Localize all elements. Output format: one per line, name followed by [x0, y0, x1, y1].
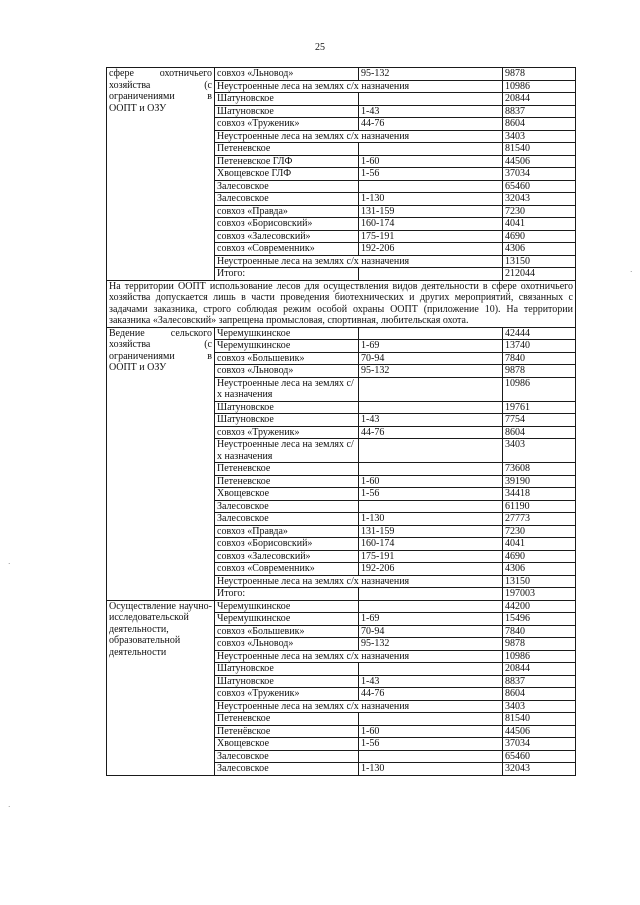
quarter-range-cell: 131-159	[359, 525, 503, 538]
forestry-name-cell: Неустроенные леса на землях с/х назначения	[215, 575, 503, 588]
forestry-name-cell: совхоз «Льновод»	[215, 638, 359, 651]
area-value-cell: 4690	[503, 230, 576, 243]
forestry-name-cell: совхоз «Труженик»	[215, 688, 359, 701]
hunting-restriction-note: На территории ООПТ использование лесов для осуществления видов деятельности в сфере охотничьего хозяйства допускается лишь в части проведения биотехнических и других мероприятий, связанных с задачами заказника, строго соблюдая режим особой охраны ООПТ (приложение 10). На территории заказника «Залесовский» запрещена промысловая, спортивная, любительская охота.	[107, 280, 576, 327]
forestry-name-cell: Неустроенные леса на землях с/х назначения	[215, 377, 359, 401]
quarter-range-cell: 175-191	[359, 550, 503, 563]
forestry-name-cell: Петенёвское	[215, 725, 359, 738]
area-value-cell: 8837	[503, 105, 576, 118]
area-value-cell: 9878	[503, 638, 576, 651]
area-value-cell: 15496	[503, 613, 576, 626]
quarter-range-cell: 1-60	[359, 155, 503, 168]
area-value-cell: 4306	[503, 243, 576, 256]
quarter-range-cell	[359, 600, 503, 613]
area-value-cell: 4690	[503, 550, 576, 563]
area-value-cell: 61190	[503, 500, 576, 513]
area-value-cell: 212044	[503, 268, 576, 281]
forest-use-table	[106, 67, 576, 776]
quarter-range-cell	[359, 401, 503, 414]
forestry-name-cell: Итого:	[215, 268, 359, 281]
area-value-cell: 19761	[503, 401, 576, 414]
area-value-cell: 32043	[503, 763, 576, 776]
quarter-range-cell: 1-69	[359, 613, 503, 626]
area-value-cell: 10986	[503, 80, 576, 93]
activity-category-cell: Ведение сельского хозяйства (с ограничениями в ООПТ и ОЗУ	[107, 327, 215, 600]
forestry-name-cell: Петеневское	[215, 475, 359, 488]
quarter-range-cell	[359, 713, 503, 726]
area-value-cell: 10986	[503, 377, 576, 401]
forestry-name-cell: Петеневское	[215, 463, 359, 476]
table-row	[107, 68, 576, 81]
quarter-range-cell	[359, 588, 503, 601]
forestry-name-cell: совхоз «Большевик»	[215, 625, 359, 638]
quarter-range-cell: 1-56	[359, 168, 503, 181]
forestry-name-cell: Неустроенные леса на землях с/х назначения	[215, 700, 503, 713]
area-value-cell: 9878	[503, 365, 576, 378]
table-row	[107, 600, 576, 613]
area-value-cell: 8604	[503, 688, 576, 701]
scan-artifact-mark: ·	[8, 803, 11, 811]
area-value-cell: 37034	[503, 738, 576, 751]
area-value-cell: 197003	[503, 588, 576, 601]
area-value-cell: 7840	[503, 352, 576, 365]
quarter-range-cell	[359, 180, 503, 193]
quarter-range-cell: 192-206	[359, 243, 503, 256]
quarter-range-cell: 44-76	[359, 426, 503, 439]
forestry-name-cell: Неустроенные леса на землях с/х назначения	[215, 650, 503, 663]
forestry-name-cell: Хвощевское	[215, 738, 359, 751]
forestry-name-cell: Шатуновское	[215, 675, 359, 688]
area-value-cell: 73608	[503, 463, 576, 476]
area-value-cell: 3403	[503, 700, 576, 713]
quarter-range-cell	[359, 500, 503, 513]
quarter-range-cell: 44-76	[359, 118, 503, 131]
area-value-cell: 7230	[503, 205, 576, 218]
forestry-name-cell: Неустроенные леса на землях с/х назначения	[215, 255, 503, 268]
forestry-name-cell: Шатуновское	[215, 93, 359, 106]
area-value-cell: 4041	[503, 538, 576, 551]
forestry-name-cell: совхоз «Правда»	[215, 525, 359, 538]
area-value-cell: 8604	[503, 118, 576, 131]
forestry-name-cell: Петеневское	[215, 713, 359, 726]
quarter-range-cell: 70-94	[359, 625, 503, 638]
quarter-range-cell	[359, 439, 503, 463]
quarter-range-cell: 1-60	[359, 725, 503, 738]
area-value-cell: 9878	[503, 68, 576, 81]
quarter-range-cell: 1-69	[359, 340, 503, 353]
quarter-range-cell: 1-43	[359, 414, 503, 427]
area-value-cell: 32043	[503, 193, 576, 206]
forestry-name-cell: совхоз «Труженик»	[215, 426, 359, 439]
area-value-cell: 13150	[503, 255, 576, 268]
quarter-range-cell: 1-60	[359, 475, 503, 488]
forestry-name-cell: Шатуновское	[215, 401, 359, 414]
quarter-range-cell	[359, 268, 503, 281]
area-value-cell: 39190	[503, 475, 576, 488]
quarter-range-cell: 70-94	[359, 352, 503, 365]
area-value-cell: 10986	[503, 650, 576, 663]
area-value-cell: 4041	[503, 218, 576, 231]
quarter-range-cell	[359, 377, 503, 401]
page-number: 25	[315, 42, 325, 53]
forestry-name-cell: Залесовское	[215, 763, 359, 776]
forestry-name-cell: Хвощевское	[215, 488, 359, 501]
forestry-name-cell: Неустроенные леса на землях с/х назначения	[215, 130, 503, 143]
quarter-range-cell	[359, 750, 503, 763]
forestry-name-cell: Шатуновское	[215, 105, 359, 118]
quarter-range-cell	[359, 327, 503, 340]
forestry-name-cell: Залесовское	[215, 513, 359, 526]
area-value-cell: 81540	[503, 713, 576, 726]
area-value-cell: 34418	[503, 488, 576, 501]
quarter-range-cell: 1-43	[359, 675, 503, 688]
activity-category-cell: Осуществление научно-исследовательской деятельности, образовательной деятельности	[107, 600, 215, 775]
forestry-name-cell: совхоз «Залесовский»	[215, 550, 359, 563]
area-value-cell: 4306	[503, 563, 576, 576]
forestry-name-cell: Черемушкинское	[215, 600, 359, 613]
area-value-cell: 3403	[503, 130, 576, 143]
quarter-range-cell: 44-76	[359, 688, 503, 701]
forestry-name-cell: Залесовское	[215, 500, 359, 513]
quarter-range-cell: 95-132	[359, 638, 503, 651]
forestry-name-cell: совхоз «Современник»	[215, 243, 359, 256]
quarter-range-cell: 1-130	[359, 513, 503, 526]
quarter-range-cell: 1-43	[359, 105, 503, 118]
area-value-cell: 65460	[503, 180, 576, 193]
area-value-cell: 44506	[503, 155, 576, 168]
forestry-name-cell: совхоз «Борисовский»	[215, 538, 359, 551]
quarter-range-cell: 1-56	[359, 738, 503, 751]
forestry-name-cell: Петеневское ГЛФ	[215, 155, 359, 168]
table-row	[107, 327, 576, 340]
forestry-name-cell: Залесовское	[215, 750, 359, 763]
activity-category-cell: сфере охотничьего хозяйства (с ограничениями в ООПТ и ОЗУ	[107, 68, 215, 281]
scan-artifact-mark: ·	[8, 560, 11, 568]
quarter-range-cell: 160-174	[359, 218, 503, 231]
forestry-name-cell: Неустроенные леса на землях с/х назначения	[215, 439, 359, 463]
quarter-range-cell	[359, 463, 503, 476]
forestry-name-cell: Шатуновское	[215, 414, 359, 427]
forestry-name-cell: совхоз «Льновод»	[215, 68, 359, 81]
area-value-cell: 20844	[503, 93, 576, 106]
forestry-name-cell: Черемушкинское	[215, 613, 359, 626]
area-value-cell: 27773	[503, 513, 576, 526]
forestry-name-cell: совхоз «Правда»	[215, 205, 359, 218]
quarter-range-cell: 1-130	[359, 763, 503, 776]
forestry-name-cell: совхоз «Льновод»	[215, 365, 359, 378]
quarter-range-cell: 192-206	[359, 563, 503, 576]
forestry-name-cell: Залесовское	[215, 193, 359, 206]
area-value-cell: 7754	[503, 414, 576, 427]
quarter-range-cell: 95-132	[359, 68, 503, 81]
area-value-cell: 44506	[503, 725, 576, 738]
quarter-range-cell: 131-159	[359, 205, 503, 218]
quarter-range-cell	[359, 663, 503, 676]
quarter-range-cell	[359, 143, 503, 156]
table-note-row	[107, 280, 576, 327]
area-value-cell: 42444	[503, 327, 576, 340]
forestry-name-cell: Шатуновское	[215, 663, 359, 676]
forestry-name-cell: совхоз «Труженик»	[215, 118, 359, 131]
forestry-name-cell: Петеневское	[215, 143, 359, 156]
quarter-range-cell	[359, 93, 503, 106]
forestry-name-cell: Залесовское	[215, 180, 359, 193]
area-value-cell: 13740	[503, 340, 576, 353]
forestry-name-cell: Хвощевское ГЛФ	[215, 168, 359, 181]
forestry-name-cell: совхоз «Залесовский»	[215, 230, 359, 243]
area-value-cell: 8604	[503, 426, 576, 439]
forestry-name-cell: Черемушкинское	[215, 340, 359, 353]
quarter-range-cell: 175-191	[359, 230, 503, 243]
area-value-cell: 81540	[503, 143, 576, 156]
area-value-cell: 7840	[503, 625, 576, 638]
area-value-cell: 8837	[503, 675, 576, 688]
quarter-range-cell: 160-174	[359, 538, 503, 551]
forestry-name-cell: совхоз «Борисовский»	[215, 218, 359, 231]
area-value-cell: 65460	[503, 750, 576, 763]
area-value-cell: 7230	[503, 525, 576, 538]
forestry-name-cell: совхоз «Большевик»	[215, 352, 359, 365]
area-value-cell: 13150	[503, 575, 576, 588]
quarter-range-cell: 95-132	[359, 365, 503, 378]
area-value-cell: 3403	[503, 439, 576, 463]
scan-artifact-mark: ·	[630, 268, 633, 276]
quarter-range-cell: 1-56	[359, 488, 503, 501]
forestry-name-cell: совхоз «Современник»	[215, 563, 359, 576]
forestry-name-cell: Черемушкинское	[215, 327, 359, 340]
quarter-range-cell: 1-130	[359, 193, 503, 206]
area-value-cell: 37034	[503, 168, 576, 181]
forestry-name-cell: Неустроенные леса на землях с/х назначения	[215, 80, 503, 93]
area-value-cell: 20844	[503, 663, 576, 676]
area-value-cell: 44200	[503, 600, 576, 613]
forestry-name-cell: Итого:	[215, 588, 359, 601]
